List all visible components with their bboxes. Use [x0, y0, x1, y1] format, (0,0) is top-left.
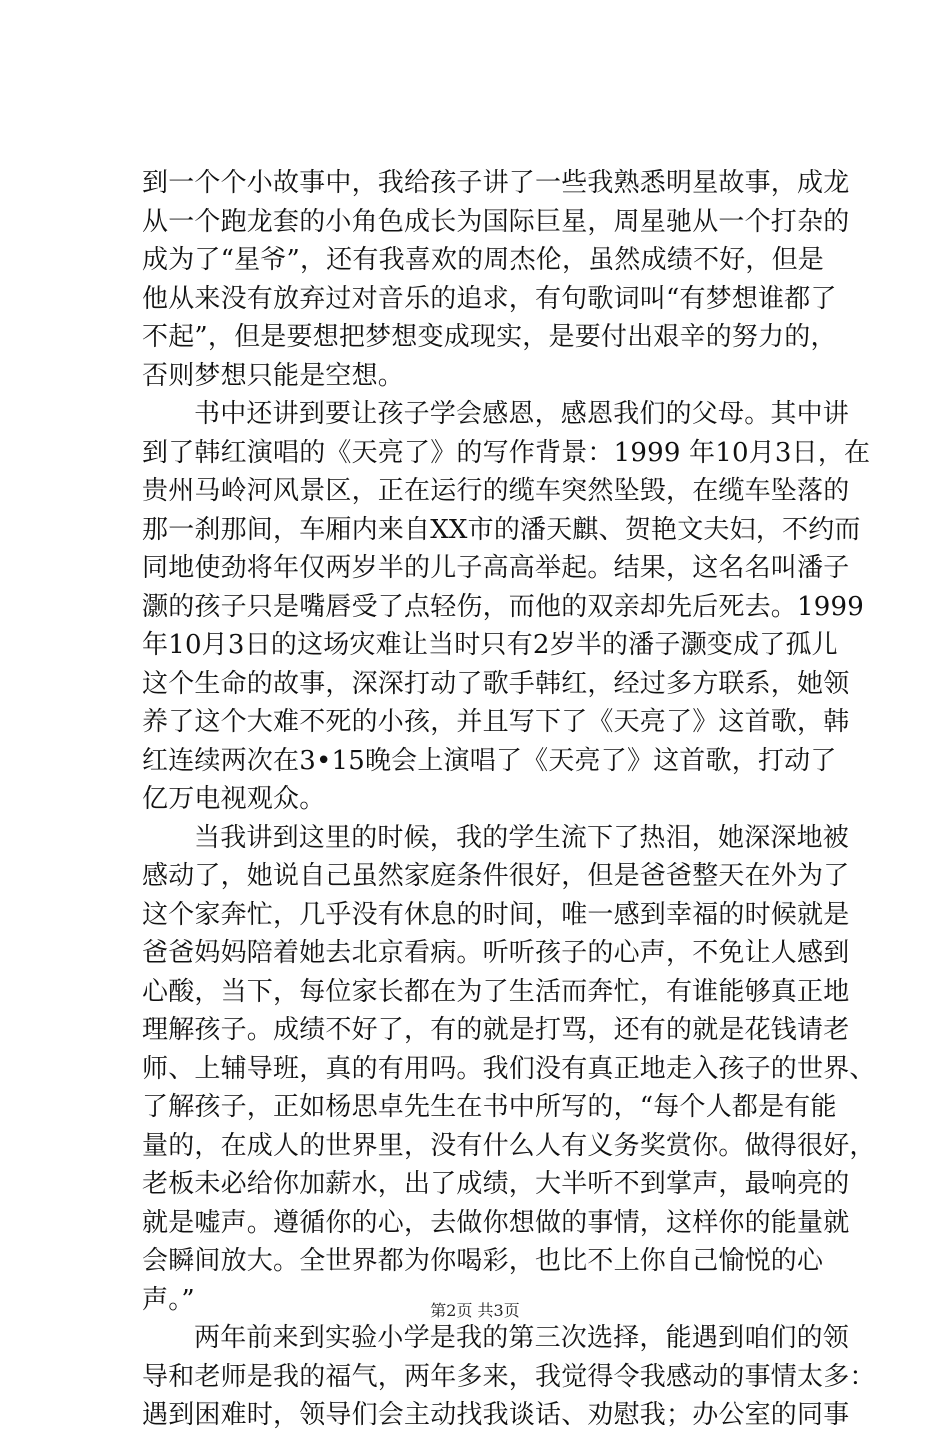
text-line: 贵州马岭河风景区，正在运行的缆车突然坠毁，在缆车坠落的: [142, 476, 850, 506]
text-line: 否则梦想只能是空想。: [142, 360, 405, 391]
paragraph-first-line: 当我讲到这里的时候，我的学生流下了热泪，她深深地被: [194, 822, 850, 853]
paragraph-first-line: 书中还讲到要让孩子学会感恩，感恩我们的父母。其中讲: [194, 399, 850, 429]
paragraph-first-line: 两年前来到实验小学是我的第三次选择，能遇到咱们的领: [194, 1323, 850, 1353]
text-line: 老板未必给你加薪水，出了成绩，大半听不到掌声，最响亮的: [142, 1169, 850, 1199]
text-line: 从一个跑龙套的小角色成长为国际巨星，周星驰从一个打杂的: [142, 206, 850, 237]
text-line: 心酸，当下，每位家长都在为了生活而奔忙，有谁能够真正地: [142, 976, 850, 1007]
text-line: 遇到困难时，领导们会主动找我谈话、劝慰我；办公室的同事: [142, 1400, 850, 1430]
text-line: 到了韩红演唱的《天亮了》的写作背景：1999 年10月3日，在: [142, 437, 871, 468]
text-line: 红连续两次在3•15晚会上演唱了《天亮了》这首歌，打动了: [142, 745, 837, 776]
page-footer: 第2页 共3页: [430, 1301, 520, 1320]
text-line: 师、上辅导班，真的有用吗。我们没有真正地走入孩子的世界、: [142, 1053, 876, 1084]
text-line: 这个家奔忙，几乎没有休息的时间，唯一感到幸福的时候就是: [142, 899, 850, 930]
text-line: 导和老师是我的福气，两年多来，我觉得令我感动的事情太多：: [142, 1361, 876, 1392]
text-line: 成为了“星爷”，还有我喜欢的周杰伦，虽然成绩不好，但是: [142, 245, 824, 275]
text-line: 年10月3日的这场灾难让当时只有2岁半的潘子灏变成了孤儿: [142, 630, 838, 660]
text-line: 理解孩子。成绩不好了，有的就是打骂，还有的就是花钱请老: [142, 1015, 850, 1045]
text-line: 到一个个小故事中，我给孩子讲了一些我熟悉明星故事，成龙: [142, 168, 850, 198]
text-line: 同地使劲将年仅两岁半的儿子高高举起。结果，这名名叫潘子: [142, 553, 850, 583]
text-line: 养了这个大难不死的小孩，并且写下了《天亮了》这首歌，韩: [142, 707, 850, 737]
text-line: 灏的孩子只是嘴唇受了点轻伤，而他的双亲却先后死去。1999: [142, 591, 864, 622]
text-line: 声。”: [142, 1284, 195, 1315]
text-line: 感动了，她说自己虽然家庭条件很好，但是爸爸整天在外为了: [142, 861, 850, 891]
text-line: 那一刹那间，车厢内来自XX市的潘天麒、贺艳文夫妇，不约而: [142, 514, 861, 545]
text-line: 爸爸妈妈陪着她去北京看病。听听孩子的心声，不免让人感到: [142, 938, 850, 968]
body-text: [142, 164, 876, 1435]
text-line: 就是嘘声。遵循你的心，去做你想做的事情，这样你的能量就: [142, 1207, 850, 1238]
text-line: 量的，在成人的世界里，没有什么人有义务奖赏你。做得很好，: [142, 1130, 876, 1161]
text-line: 会瞬间放大。全世界都为你喝彩，也比不上你自己愉悦的心: [142, 1246, 824, 1276]
text-line: 不起”，但是要想把梦想变成现实，是要付出艰辛的努力的，: [142, 322, 837, 352]
text-line: 亿万电视观众。: [142, 784, 326, 814]
text-line: 他从来没有放弃过对音乐的追求，有句歌词叫“有梦想谁都了: [142, 283, 837, 314]
text-line: 了解孩子，正如杨思卓先生在书中所写的，“每个人都是有能: [142, 1092, 837, 1122]
text-line: 这个生命的故事，深深打动了歌手韩红，经过多方联系，她领: [142, 668, 850, 699]
